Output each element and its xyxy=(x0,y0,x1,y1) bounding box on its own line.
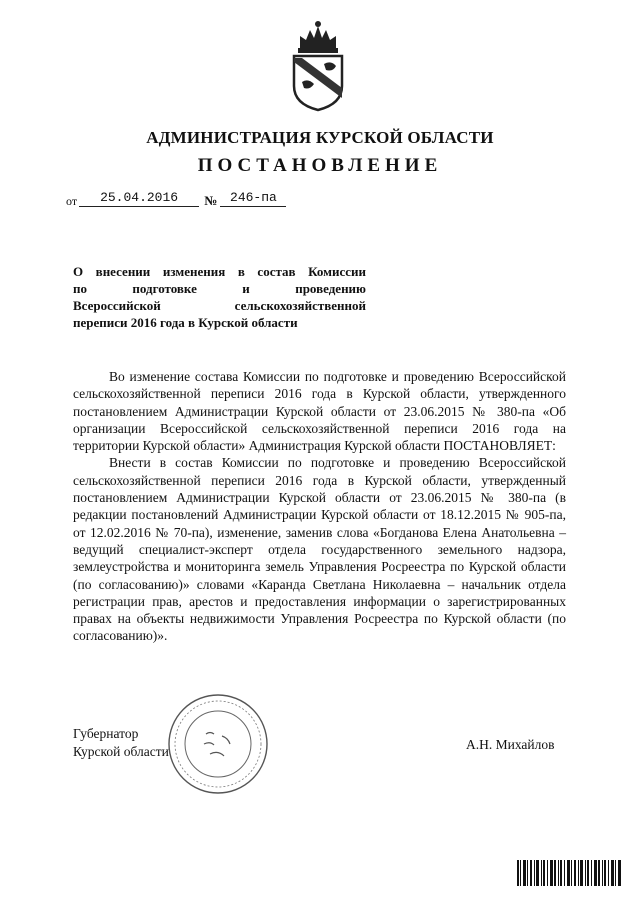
date-label: от xyxy=(66,194,78,208)
subject-line: Всероссийской сельскохозяйственной xyxy=(73,298,366,313)
body-paragraph: Внести в состав Комиссии по подготовке и проведению Всероссийской сельскохозяйственной переписи 2016 года в Курской области, утвержденный постановлением Администрации Курской области от 23.06.2015 № 380-па (в редакции постановлений Администрации Курской области от 18.12.2015 № 905-па, от 12.02.2016 № 70-па), изменение, заменив слова «Богданова Елена Анатольевна – ведущий специалист-эксперт отдела государственного земельного надзора, землеустройства и мониторинга земель Управления Росреестра по Курской области (по согласованию)» словами «Каранда Светлана Николаевна – начальник отдела регистрации прав, арестов и предоставления информации о зарегистрированных правах на объекты недвижимости Управления Росреестра по Курской области (по согласованию)». xyxy=(73,455,566,644)
organization-name: АДМИНИСТРАЦИЯ КУРСКОЙ ОБЛАСТИ xyxy=(146,128,494,147)
document-type: ПОСТАНОВЛЕНИЕ xyxy=(197,155,443,176)
document-body xyxy=(73,368,566,645)
document-date: 25.04.2016 xyxy=(79,190,199,207)
signatory-position xyxy=(73,725,169,761)
document-subject xyxy=(73,263,366,331)
signatory-region: Курской области xyxy=(73,744,169,759)
signatory-name: А.Н. Михайлов xyxy=(466,737,555,752)
subject-line: О внесении изменения в состав Комиссии xyxy=(73,264,366,279)
coat-of-arms-icon xyxy=(286,18,350,112)
document-number: 246-па xyxy=(220,190,286,207)
barcode-icon xyxy=(517,860,621,886)
number-label: № xyxy=(204,193,218,208)
subject-line: переписи 2016 года в Курской области xyxy=(73,315,298,330)
signatory-title: Губернатор xyxy=(73,726,139,741)
body-paragraph: Во изменение состава Комиссии по подготовке и проведению Всероссийской сельскохозяйственной переписи 2016 года в Курской области, утвержденного постановлением Администрации Курской области от 23.06.2015 № 380-па «Об организации Всероссийской сельскохозяйственной переписи 2016 года на территории Курской области» Администрация Курской области ПОСТАНОВЛЯЕТ: xyxy=(73,369,566,454)
official-seal-icon xyxy=(166,692,270,796)
document-meta xyxy=(66,190,286,211)
subject-line: по подготовке и проведению xyxy=(73,281,366,296)
